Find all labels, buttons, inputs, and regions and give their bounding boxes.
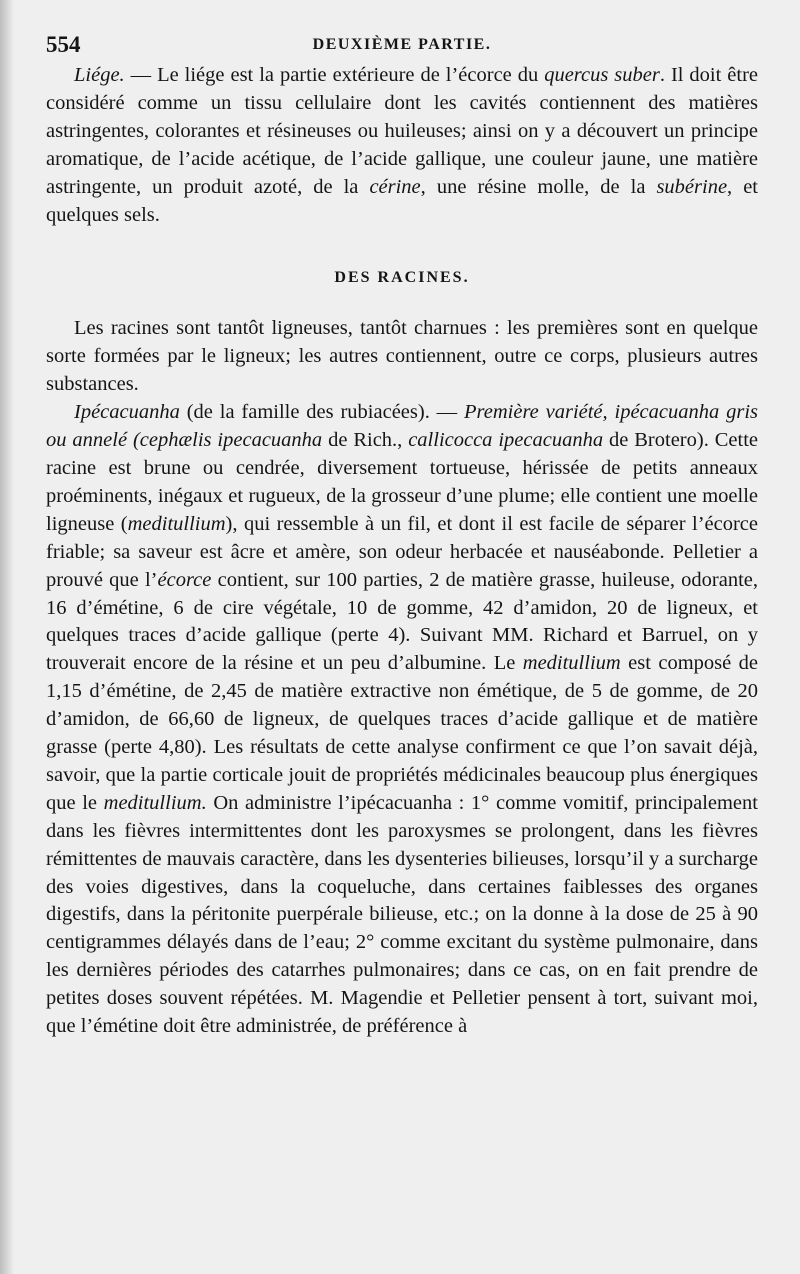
paragraph-intro: Les racines sont tantôt ligneuses, tantôt charnues : les premières sont en quelque sorte formées par le ligneux; les autres contiennent, outre ce corps, plusieurs autres substances. bbox=[46, 317, 758, 396]
page-number: 554 bbox=[46, 32, 81, 57]
term-ipecacuanha: Ipécacuanha bbox=[74, 401, 180, 424]
page-header bbox=[46, 30, 758, 62]
running-title: DEUXIÈME PARTIE. bbox=[312, 36, 492, 53]
paragraph-liege: Liége. — Le liége est la partie extérieure de l’écorce du quercus suber. Il doit être considéré comme un tissu cellulaire dont les cavités contiennent des matières astringentes, colorantes et résineuses ou huileuses; ainsi on y a découvert un principe aromatique, de l’acide acétique, de l’acide gallique, une couleur jaune, une matière astringente, un produit azoté, de la cérine, une résine molle, de la subérine, et quelques sels. bbox=[46, 64, 758, 226]
section-title: DES RACINES. bbox=[334, 269, 470, 287]
term-liege: Liége. bbox=[74, 64, 125, 86]
paragraph-ipecacuanha: Ipécacuanha (de la famille des rubiacées). — Première variété, ipécacuanha gris ou annelé (cephælis ipecacuanha de Rich., callicocca ipecacuanha de Brotero). Cette racine est brune ou cendrée, diversement tortueuse, hérissée de petits anneaux proéminents, inégaux et rugueux, de la grosseur d’une plume; elle contient une moelle ligneuse (meditullium), qui ressemble à un fil, et dont il est facile de séparer l’écorce friable; sa saveur est âcre et amère, son odeur herbacée et nauséabonde. Pelletier a prouvé que l’écorce contient, sur 100 parties, 2 de matière grasse, huileuse, odorante, 16 d’émétine, 6 de cire végétale, 10 de gomme, 42 d’amidon, 20 de ligneux, et quelques traces d’acide gallique (perte 4). Suivant MM. Richard et Barruel, on y trouverait encore de la résine et un peu d’albumine. Le meditullium est composé de 1,15 d’émétine, de 2,45 de matière extractive non émétique, de 5 de gomme, de 20 d’amidon, de 66,60 de ligneux, de quelques traces d’acide gallique et de matière grasse (perte 4,80). Les résultats de cette analyse confirment ce que l’on savait déjà, savoir, que la partie corticale jouit de propriétés médicinales beaucoup plus énergiques que le meditullium. On administre l’ipécacuanha : 1° comme vomitif, principalement dans les fièvres intermittentes dont les paroxysmes se prolongent, dans les fièvres rémittentes de mauvais caractère, dans les dysenteries bilieuses, lorsqu’il y a surcharge des voies digestives, dans la coqueluche, dans certaines faiblesses des organes digestifs, dans la péritonite puerpérale bilieuse, etc.; on la donne à la dose de 25 à 90 centigrammes délayés dans de l’eau; 2° comme excitant du système pulmonaire, dans les dernières périodes des catarrhes pulmonaires; dans ce cas, on en fait prendre de petites doses souvent répétées. M. Magendie et Pelletier pensent à tort, suivant moi, que l’émétine doit être administrée, de préférence à bbox=[46, 401, 759, 1038]
